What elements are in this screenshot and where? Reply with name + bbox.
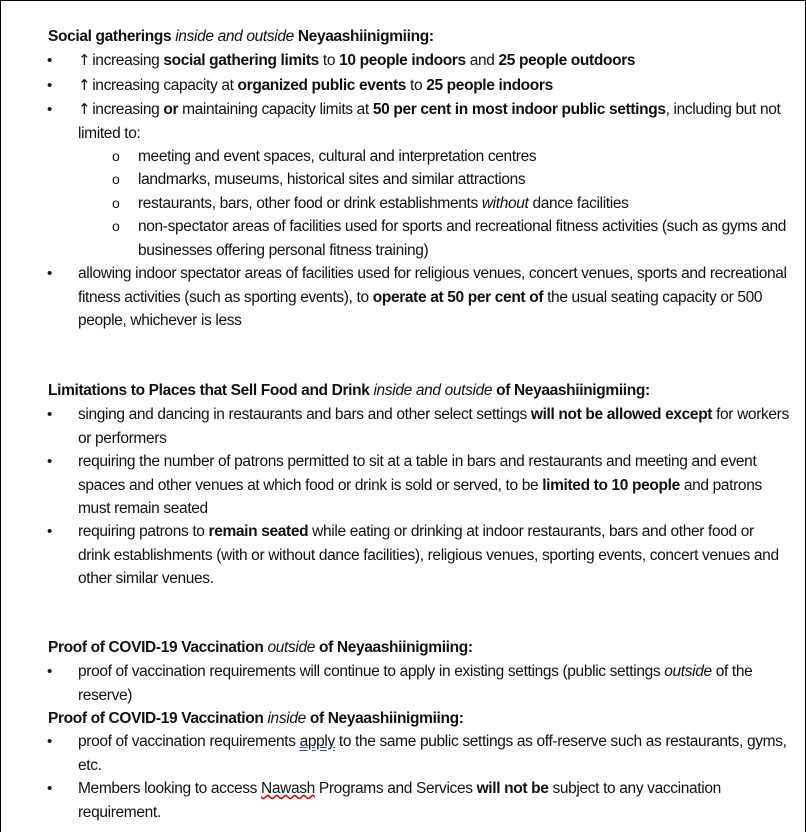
arrow-up-icon: ↑ <box>78 76 91 94</box>
list-item: • Members looking to access Nawash Programs and Services will not be subject to any vaccination requirement. <box>78 777 789 824</box>
list-item: • singing and dancing in restaurants and bars and other select settings will not be allowed except for workers or performers <box>78 403 789 450</box>
list-item: • allowing indoor spectator areas of facilities used for religious venues, concert venues, sports and recreational fitness activities (such as sporting events), to operate at 50 per cent of the usual seating capacity or 500 people, whichever is less <box>78 262 789 333</box>
list-item: • proof of vaccination requirements will continue to apply in existing settings (public settings outside of the reserve) <box>78 660 789 707</box>
list-item: • proof of vaccination requirements apply to the same public settings as off-reserve such as restaurants, gyms, etc. <box>78 730 789 777</box>
sub-list-item: o restaurants, bars, other food or drink establishments without dance facilities <box>138 192 789 216</box>
section-heading-social-gatherings: Social gatherings inside and outside Neyaashiinigmiing: <box>48 28 434 45</box>
list-item: • ↑ increasing or maintaining capacity limits at 50 per cent in most indoor public settings, including but not limited to: <box>47 100 781 142</box>
list-item: • ↑ increasing social gathering limits to 10 people indoors and 25 people outdoors <box>78 49 789 73</box>
list-item: • requiring the number of patrons permitted to sit at a table in bars and restaurants and meeting and event spaces and other venues at which food or drink is sold or served, to be limited to 10 people and patrons must remain seated <box>78 450 789 521</box>
bullet-icon: • <box>47 101 52 118</box>
list-item: • ↑ increasing capacity at organized public events to 25 people indoors <box>78 74 789 98</box>
sub-list-item: o meeting and event spaces, cultural and interpretation centres <box>138 145 789 169</box>
circle-bullet-icon: o <box>112 218 120 234</box>
circle-bullet-icon: o <box>112 195 120 211</box>
bullet-icon: • <box>47 265 52 282</box>
circle-bullet-icon: o <box>112 171 120 187</box>
spellcheck-underline[interactable]: Nawash <box>261 780 315 797</box>
bullet-icon: • <box>47 453 52 470</box>
sub-list-item: o landmarks, museums, historical sites and similar attractions <box>138 168 789 192</box>
bullet-icon: • <box>47 663 52 680</box>
arrow-up-icon: ↑ <box>78 51 91 69</box>
bullet-icon: • <box>47 780 52 797</box>
sub-list-item: o non-spectator areas of facilities used for sports and recreational fitness activities (such as gyms and businesses offering personal fitness training) <box>138 215 789 262</box>
bullet-icon: • <box>47 523 52 540</box>
section-heading-vaccination-inside: Proof of COVID-19 Vaccination inside of Neyaashiinigmiing: <box>48 710 464 727</box>
bullet-icon: • <box>47 52 52 69</box>
bullet-icon: • <box>47 733 52 750</box>
circle-bullet-icon: o <box>112 148 120 164</box>
arrow-up-icon: ↑ <box>78 100 91 118</box>
list-item: • requiring patrons to remain seated while eating or drinking at indoor restaurants, bars and other food or drink establishments (with or without dance facilities), religious venues, sporting events, concert venues and other similar venues. <box>78 520 789 591</box>
section-heading-vaccination-outside: Proof of COVID-19 Vaccination outside of Neyaashiinigmiing: <box>48 639 473 656</box>
grammar-underline[interactable]: apply <box>299 733 335 750</box>
bullet-icon: • <box>47 406 52 423</box>
section-heading-food-drink: Limitations to Places that Sell Food and Drink inside and outside of Neyaashiinigmiing: <box>48 382 650 399</box>
bullet-icon: • <box>47 77 52 94</box>
